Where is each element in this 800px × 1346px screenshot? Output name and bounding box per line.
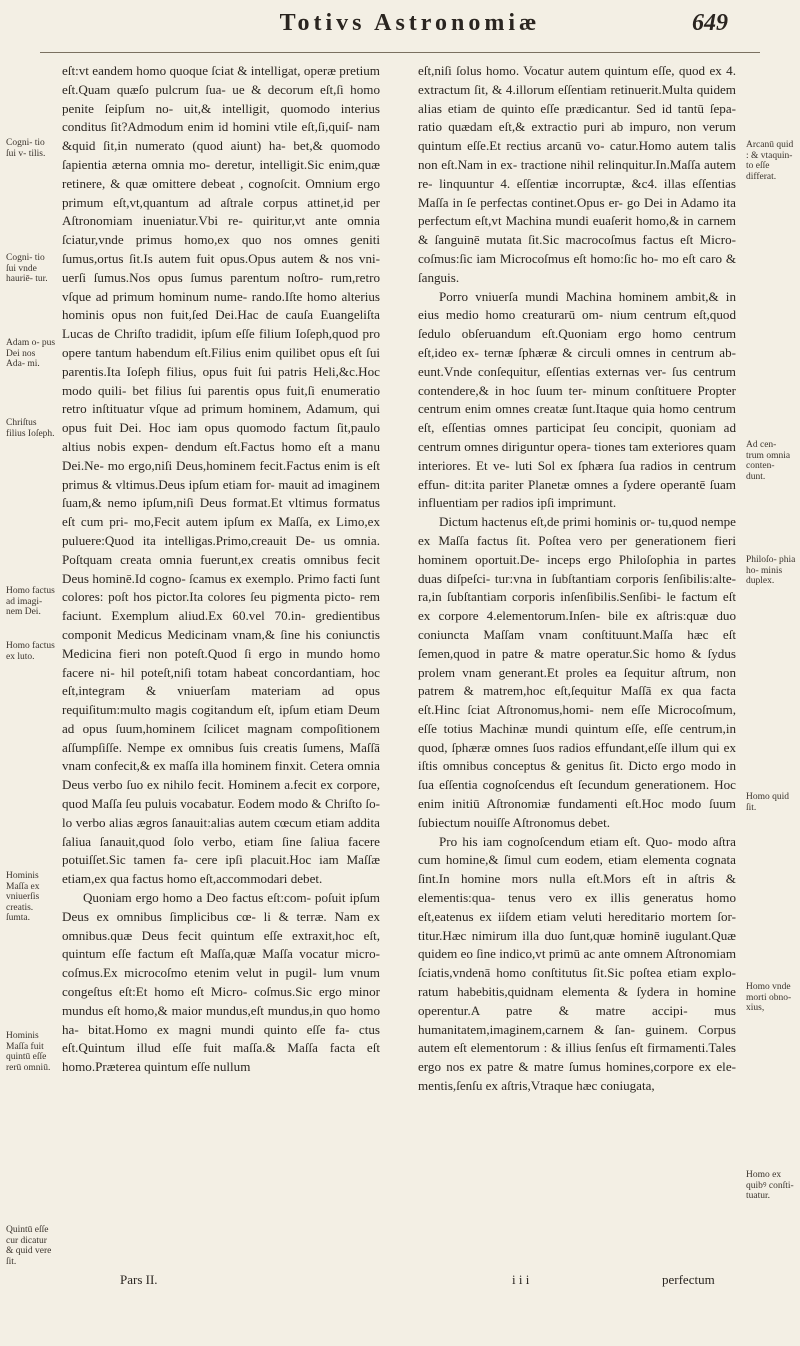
paragraph: Porro vniuerſa mundi Machina hominem ambit,& in eius medio homo creaturarū om- nium centrum eſt,quod ſedulo obſeruandum eſt.Quoniam ergo homo centrum eſt,ideo ex- ternæ ſphæræ & circuli omnes in centrum ab- eunt.Vnde conſequitur, eſſentias externas ver- ſus centrum contendere,& in hoc ſuum ter- minum conſtituere Propter centrum enim omnes creatæ ſunt.Itaque quia homo centrum eſt, eſſentias omnes participat ſeu concipit, quoniam ad centrum omnes diriguntur opera- tiones tam exteriores quam interiores. Et ve- luti Sol ex ſphæra ſua radios in centrum effun- dit:ita pariter Planetæ omnes a ſydere operantē ſuam influentiam per radios ipſi imprimunt. — [418, 288, 736, 511]
header-rule — [40, 52, 760, 53]
margin-note: Homo quid ſit. — [746, 792, 790, 813]
margin-note: Homo factus ex luto. — [6, 641, 55, 662]
part-label: Pars II. — [120, 1272, 158, 1287]
margin-note: Quintū eſſe cur dicatur & quid vere ſit. — [6, 1225, 52, 1267]
paragraph: eſt,niſi ſolus homo. Vocatur autem quintum eſſe, quod ex 4. extractum ſit, & 4.illorum eſſentiam retinuerit.Multa quidem alias etiam de quinto eſſe prædicantur. Sed id tantū ſepa- ratio quædam eſt,& extractio puri ab impuro, non verum quintum eſſe.Et rectius arcanū vo- catur.Homo autem talis non eſt.Nam in ex- tractione nihil relinquitur.In.Maſſa autem re- linquuntur 4. eſſentiæ incorruptæ, &c4. illas eſſentias Maſſa in ſe perfectas continet.Opus er- go Dei in Adamo ita perfectum eſt,vt Machina mundi euaſerit homo,& in carnem & ſanguinē mutata ſit.Sic macrocoſmus factus eſt Micro- coſmus:ſic iam Microcoſmus eſt homo:ſic ho- mo eſt caro & ſanguis. — [418, 63, 736, 285]
margin-note: Homo ex quibꝰ conſti- tuatur. — [746, 1170, 794, 1201]
margin-note: Cogni- tio ſui v- tilis. — [6, 138, 46, 159]
running-title: Totivs Astronomiæ — [279, 10, 541, 36]
paragraph: eſt:vt eandem homo quoque ſciat & intelligat, operæ pretium eſt.Quam quæſo pulcrum ſua- ue & decorum eſt,ſi homo penite ſeipſum no- uit,& intelligit, quomodo interius conditus ſit?Admodum enim id homini vtile eſt,ſi,quiſ- nam &quid ſit,in numerato (quod aiunt) ha- bet,& quomodo ſapientia æterna omnia mo- deretur, intelligit.Sic enim,quæ retinere, & quæ omittere debeat , cognoſcit. Omnium ergo primum eſt,vt,quantum ad aſtrale corpus attinet,id per Aſtronomiam inueniatur.Vbi re- quiritur,vt ante omnia ſciatur,vnde primus homo,ex quo nos omnes geniti ſumus,ortus ſit.Is autem fuit opus.Opus autem & nos vni- uerſi ſumus.Nos opus ſumus parentum noſtro- rum,retro vſque ad primum hominum nume- rando.Iſte homo alterius hominis opus non fuit,ſed Dei.Hac de cauſa Euangeliſta Lucas de Chriſto tradidit, ipſum eſſe filium Ioſeph,quod pro opere tantum habendum eſt.Filius enim quilibet opus eſt ſui parentis.Ita Ioſeph filius, opus fuit ſui patris Heli,&c.Hoc modo quili- bet filius ſui parentis opus fuit,ſi enumeratio retro inſtituatur vſque ad primum hominem, Adamum, qui opus fuit Dei. Hoc iam opus quomodo factum ſit,paulo altius nobis expen- dendum eſt.Factus homo eſt a manu Dei.Ne- mo ergo,niſi Deus,hominem fecit.Factus enim is eſt primus & vltimus.Deus ipſum etiam for- mauit ad imaginem ſuam,& nemo ipſum,niſi Deus format.Et vltimus formatus eſt cum pri- mo,Fecit autem ipſum ex Maſſa, ex Limo,ex puluere:Quod ita intelligas.Primo,creauit De- us omnia. Poſtquam creata omnia fuerunt,ex creatis omnibus fecit Deus hominē.Id cogno- ſcamus ex exemplo. Primo facti ſunt colores: poſt hos pictor.Ita colores ſeu pigmenta picto- rem faciunt. Exemplum aliud.Ex 60.vel 70.in- gredientibus componit Medicus Medicinam vnam,& ſine his coniunctis Medicina fieri non poteſt.Quod ſi ergo in mundo homo facere ni- hil poteſt,niſi totam habeat concordantiam, hoc eſt,integram & vniuerſam materiam ad opus requiſitum:multo magis cogitandum eſt, ipſum etiam Deum ad opus ſuum,hominem ſcilicet magnam compoſitionem aſſumpſiſſe. Nempe ex omnibus ſuis creatis ſumens, Maſſā vnam confecit,& ex maſſa illa hominem finxit. Cetera omnia Deus verbo ſuo ex nihilo fecit. Hominem a.fecit ex corpore, quod Maſſa ſeu puluis vocabatur. Eodem modo & Chriſto ſo- lo verbo alias ægros ſanauit:alias autem cœcum etiam addita ſaliua ſanauit,quod ſolo verbo, etiam ſine ſaliua facere potuiſſet.Sic tamen fa- cere ipſi placuit.Hoc iam Maſſæ etiam,ex qua factus homo eſt,accommodari debet. — [62, 63, 380, 887]
margin-note: Arcanū quid : & vtaquin- to eſſe differat. — [746, 140, 794, 182]
margin-note: Homo factus ad imagi- nem Dei. — [6, 586, 55, 617]
left-column — [62, 62, 380, 1077]
paragraph: Pro his iam cognoſcendum etiam eſt. Quo- modo aſtra cum homine,& ſimul cum eodem, etiam elementa cognata ſint.In homine mors nulla eſt.Mors eſt in aſtris & elementis:qua- tenus vero ex illis generatus homo eſt,eatenus ex iiſdem etiam veluti hereditario mortem ſor- titur.Hæc nimirum illa duo ſunt,quæ hominē iugulant.Quæ quidem eo ſine indico,vt primū ac ante omnem Aſtronomiam ſciatis,vndenā homo conſtitutus ſit.Sic poſtea etiam explo- ratum habebitis,quidnam elementa & ſydera in homine operentur.A patre & matre accipi- mus humanitatem,imaginem,carnem & ſan- guinem. Corpus autem eſt elementorum : & illius ſenſus eſt firmamenti.Tales ergo nos ex patre & matre ſumus homines,corpore ex ele- mentis,ſenſu ex aſtris,Vtraque hæc coniugata, — [418, 833, 736, 1094]
page-number: 649 — [692, 10, 728, 36]
margin-note: Homo vnde morti obno- xius, — [746, 982, 792, 1013]
margin-note: Cogni- tio ſui vnde hauriē- tur. — [6, 253, 48, 284]
margin-note: Hominis Maſſa fuit quintū eſſe rerū omniū. — [6, 1031, 51, 1073]
paragraph: Dictum hactenus eſt,de primi hominis or- tu,quod nempe ex Maſſa factus ſit. Poſtea vero per generationem fieri hominem oportuit.De- inceps ergo Philoſophia in partes duas diſpeſci- tur:vna in ſubſtantiam corporis ſenſibilis:alte- ra,in ſubſtantiam corporis inſenſibilis.Senſibi- le factum eſt ex corpore 4.elementorum.Inſen- bile ex aſtris:quæ duo coniuncta Maſſam vnam conſtituunt.Maſſa hæc eſt ſemen,quod in patre & matre operatur.Sic homo & ſydus prolem vnam generant.Et proles ea ſequitur aſtrum, non patrem & matrem,hoc eſt,ſequitur Maſſā ex qua facta eſt.Hinc ſciat Aſtronomus,homi- nem eſſe Microcoſmum, eſſe totius Machinæ mundi quintum eſſe, eſſe centrum,in quod, ſphæræ omnes ſuos radios effundant,eſſe illum qui ex iſtis omnibus conceptus & genitus ſit. Dicto ergo modo in ſua eſſentia cognoſcendus eſt ſecundum generationem. Hoc enim initiū Aſtronomiæ fundamenti eſt.Hoc modo ſuum ſubiectum nouiſſe Aſtronomus debet. — [418, 514, 736, 830]
margin-note: Hominis Maſſa ex vniuerſis creatis. ſumta. — [6, 871, 40, 923]
signature-mark: i i i — [512, 1272, 530, 1287]
margin-note: Philoſo- phia ho- minis duplex. — [746, 555, 796, 586]
margin-note: Ad cen- trum omnia conten- dunt. — [746, 440, 791, 482]
right-column — [418, 62, 736, 1096]
paragraph: Quoniam ergo homo a Deo factus eſt:com- poſuit ipſum Deus ex omnibus ſimplicibus cœ- li & terræ. Nam ex omnibus.quæ Deus fecit quintum eſſe extraxit,hoc eſt, quintum eſſe factum eſt Maſſa,quæ Maſſa vocatur micro- coſmus.Ex microcoſmo etenim velut in pugil- lum vnum congeſtus eſt:Et homo eſt Micro- coſmus.Sic ergo minor mundus eſt homo,& maior mundus,eſt mundus,in quo homo ha- bitat.Homo ex magni mundi quinto eſſe fa- ctus eſt.Quintum illud eſſe fuit maſſa.& Maſſa facta eſt homo.Præterea quintum eſſe nullum — [62, 890, 380, 1075]
margin-note: Adam o- pus Dei nos Ada- mi. — [6, 338, 56, 369]
catchword: perfectum — [662, 1272, 715, 1287]
margin-note: Chriſtus filius Ioſeph. — [6, 418, 55, 439]
